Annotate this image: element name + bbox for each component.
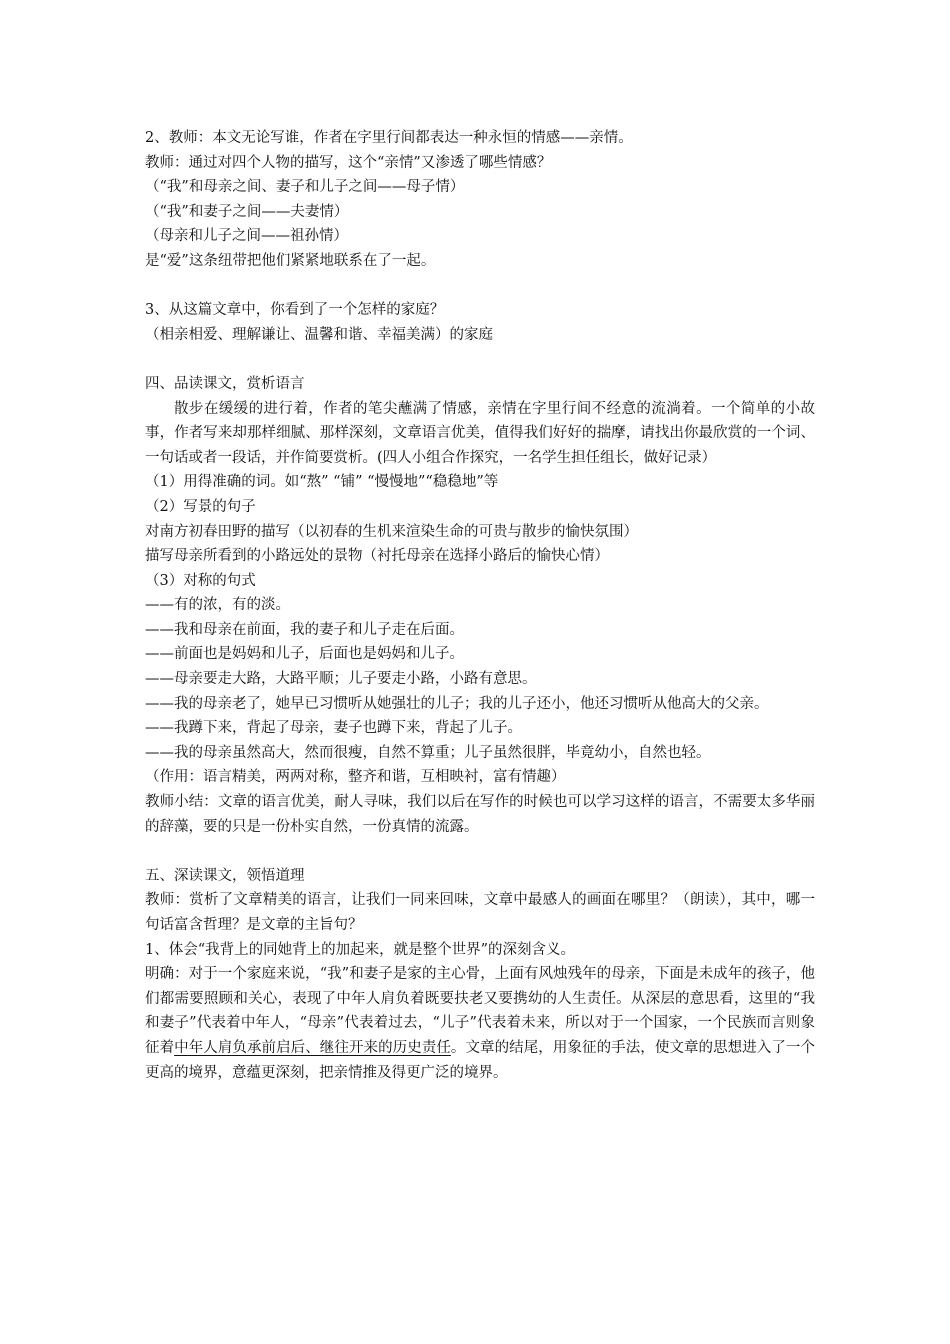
sec3-question: 3、从这篇文章中，你看到了一个怎样的家庭？ [145,302,445,319]
sec2-line2: 教师：通过对四个人物的描写，这个“亲情”又渗透了哪些情感？ [145,154,552,171]
sec2-line3: （“我”和母亲之间、妻子和儿子之间——母子情） [145,179,465,196]
sec2-line4: （“我”和妻子之间——夫妻情） [145,203,349,220]
sentence-2: ——我和母亲在前面，我的妻子和儿子走在后面。 [145,621,464,638]
sentence-7: ——我的母亲虽然高大，然而很瘦，自然不算重；儿子虽然很胖，毕竟幼小，自然也轻。 [145,744,711,761]
sentence-1: ——有的浓，有的淡。 [145,597,290,614]
sec4-point2b: 描写母亲所看到的小路远处的景物（衬托母亲在选择小路后的愉快心情） [145,548,609,565]
sec4-heading: 四、品读课文，赏析语言 [145,375,305,392]
sec4-point3: （3）对称的句式 [145,572,256,589]
spacer [145,839,815,864]
sec4-point2a: 对南方初春田野的描写（以初春的生机来渲染生命的可贵与散步的愉快氛围） [145,523,638,540]
sec5-question: 教师：赏析了文章精美的语言，让我们一同来回味，文章中最感人的画面在哪里？（朗读），其中，哪一句话富含哲理？是文章的主旨句？ [145,892,815,933]
sec4-intro: 散步在缓缓的进行着，作者的笔尖蘸满了情感，亲情在字里行间不经意的流淌着。一个简单的小故事，作者写来却那样细腻、那样深刻，文章语言优美，值得我们好好的揣摩，请找出你最欣赏的一个词、一句话或者一段话，并作简要赏析。(四人小组合作探究，一名学生担任组长，做好记录） [145,400,815,466]
spacer [145,347,815,372]
sec2-line6: 是“爱”这条纽带把他们紧紧地联系在了一起。 [145,252,436,269]
sec3-answer: （相亲相爱、理解谦让、温馨和谐、幸福美满）的家庭 [145,326,493,343]
sentence-3: ——前面也是妈妈和儿子，后面也是妈妈和儿子。 [145,646,464,663]
sentence-4: ——母亲要走大路，大路平顺；儿子要走小路，小路有意思。 [145,671,537,688]
sentence-6: ——我蹲下来，背起了母亲，妻子也蹲下来，背起了儿子。 [145,720,522,737]
sec4-effect: （作用：语言精美，两两对称，整齐和谐，互相映衬，富有情趣） [145,769,566,786]
sec5-heading: 五、深读课文，领悟道理 [145,867,305,884]
sec5-answer [145,962,815,1085]
sec4-point2: （2）写景的句子 [145,498,256,515]
sec2-line5: （母亲和儿子之间——祖孙情） [145,228,348,245]
answer-underlined: 中年人肩负承前启后、继往开来的历史责任 [174,1039,451,1056]
sentence-5: ——我的母亲老了，她早已习惯听从她强壮的儿子；我的儿子还小，他还习惯听从他高大的父亲。 [145,695,769,712]
sec4-point1: （1）用得准确的词。如“熬” “铺” “慢慢地”“稳稳地”等 [145,474,499,491]
document-page [145,126,815,1085]
answer-part-a: 明确：对于一个家庭来说，“我”和妻子是家的主心骨，上面有风烛残年的母亲，下面是未成年的孩子，他们都需要照顾和关心，表现了中年人肩负着既要扶老又要携幼的人生责任。从深层的意思看，这里的“我和妻子”代表着中年人，“母亲”代表着过去，“儿子”代表着未来，所以对于一个国家，一个民族而言则象征着 [145,966,815,1056]
answer-part-b: 。文章的结尾，用象征的手法，使文章的思想进入了一个更高的境界，意蕴更深刻，把亲情推及得更广泛的境界。 [145,1039,816,1081]
spacer [145,274,815,299]
sec2-line1: 2、教师：本文无论写谁，作者在字里行间都表达一种永恒的情感——亲情。 [145,130,633,146]
sec5-point1: 1、体会“我背上的同她背上的加起来，就是整个世界”的深刻含义。 [145,941,576,958]
sec4-summary: 教师小结：文章的语言优美，耐人寻味，我们以后在写作的时候也可以学习这样的语言，不需要太多华丽的辞藻，要的只是一份朴实自然，一份真情的流露。 [145,794,815,835]
